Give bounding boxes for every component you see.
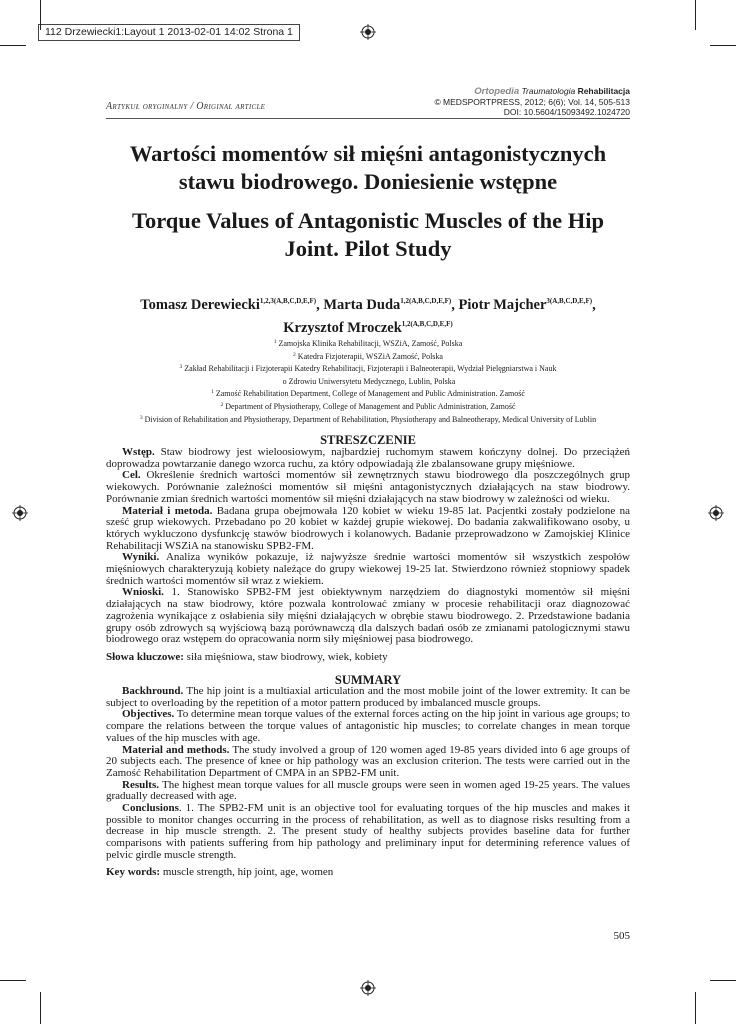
keywords-label: Key words: [106,866,161,878]
abstract-paragraph [106,587,630,646]
author-separator: , [451,297,459,313]
crop-mark-bottom-right-h [710,980,736,981]
registration-mark-bottom-icon [360,980,376,996]
affiliation-line [80,413,656,426]
journal-name-rehabilitacja: Rehabilitacja [577,86,630,96]
title-english [106,207,630,263]
registration-mark-right-icon [708,505,724,521]
affiliation-sup: 2 [220,401,224,408]
affiliation-sup: 2 [293,351,296,358]
author-separator: , [592,297,596,313]
keywords-english [106,866,630,878]
title-polish-line-1: Wartości momentów sił mięśni antagonistycznych [129,141,607,166]
paragraph-label: Wnioski. [122,586,164,599]
crop-mark-top-right-h [710,45,736,46]
paragraph-text: Określenie średnich wartości momentów sił zewnętrznych stawu biodrowego dla poszczególnych grup wiekowych. Porównanie zależności momentów sił mięśni antagonistycznych działających na staw biodrowy. Porównanie zmian średnich wartości momentów sił mięśni działających na staw biodrowy w zależności od wieku. [106,469,631,505]
affiliation-text: Zamość Rehabilitation Department, College of Management and Public Administration. Zamość [215,389,525,399]
affiliations [80,337,656,425]
abstract-paragraph [106,552,630,587]
abstract-paragraph [106,506,630,553]
paragraph-text: Badana grupa obejmowała 120 kobiet w wieku 19-85 lat. Pacjentki zostały podzielone na sześć grup wiekowych. Przebadano po 20 kobiet w każdej grupie wiekowej. Do badania zakwalifikowano osoby, u których wykluczono dysfunkcję stawów biodrowych i kolanowych. Badanie przeprowadzono w Zamojskiej Klinice Rehabilitacji WSZiA na stanowisku SPB2-FM. [106,504,631,552]
author-separator: , [316,297,324,313]
paragraph-text: The hip joint is a multiaxial articulation and the most mobile joint of the lower extremity. It can be subject to overloading by the repetition of a motor pattern produced by imbalanced muscle groups. [106,685,630,709]
paragraph-text: Staw biodrowy jest wieloosiowym, najbardziej ruchomym stawem kończyny dolnej. Do przeciążeń doprowadza powtarzanie danego wzorca ruchu, za który odpowiadają źle zbalansowane grupy mięśniowe. [106,446,630,470]
crop-mark-top-left-h [0,45,26,46]
paragraph-text: Analiza wyników pokazuje, iż najwyższe średnie wartości momentów sił wszystkich zespołów mięśniowych charakteryzują kobiety należące do grupy wiekowej 19-25 lat. Stwierdzono również stopniowy spadek średnich wartości momentów sił wraz z wiekiem. [106,551,630,587]
author-name: Piotr Majcher [458,297,547,313]
paragraph-label: Cel. [122,469,141,482]
authors [106,292,630,338]
paragraph-label: Wstęp. [122,446,155,458]
paragraph-label: Conclusions [122,802,179,815]
paragraph-text: 1. Stanowisko SPB2-FM jest obiektywnym narzędziem do diagnostyki momentów sił mięśni działających na staw biodrowy, które pozwala kontrolować zmiany w procesie rehabilitacji oraz diagnozować zagrożenia wynikające z osłabienia siły mięśni działających w obrębie stawu biodrowego. 2. Przedstawione badania grupy osób zdrowych są wyjściową bazą porównawczą dla dalszych badań osób ze zmianami patologicznymi stawu biodrowego oraz wstępem do opracowania norm siły mięśniowej pasa biodrowego. [106,586,630,646]
affiliation-sup: 3 [179,364,183,371]
author-name: Marta Duda [323,297,401,313]
keywords-text: siła mięśniowa, staw biodrowy, wiek, kobiety [186,651,388,663]
affiliation-line [80,337,656,350]
abstract-paragraph [106,803,630,862]
crop-mark-bottom-left-v [40,992,41,1024]
affiliation-line [80,350,656,363]
affiliation-text: Zakład Rehabilitacji i Fizjoterapii Katedry Rehabilitacji, Fizjoterapii i Balneoterapii, Wydział Pielęgniarstwa i Nauk [184,364,557,374]
journal-name-ortopedia: Ortopedia [474,86,520,97]
title-english-line-2: Joint. Pilot Study [284,236,452,261]
journal-doi: DOI: 10.5604/15093492.1024720 [503,107,630,117]
author-affiliation-sup: 1,2,3(A,B,C,D,E,F) [259,297,317,305]
author-name: Krzysztof Mroczek [283,320,402,336]
affiliation-text: Zamojska Klinika Rehabilitacji, WSZiA, Zamość, Polska [278,339,463,348]
affiliation-line [80,375,656,388]
journal-copyright: © MEDSPORTPRESS, 2012; 6(6); Vol. 14, 505-513 [434,97,630,107]
header-rule [106,118,630,119]
paragraph-text: The study involved a group of 120 women aged 19-85 years divided into 6 age groups of 20 subjects each. The presence of knee or hip pathology was an exclusion criterion. The tests were carried out in the Zamość Rehabilitation Department of CMPA in an SPB2-FM unit. [106,743,630,779]
abstract-paragraph [106,780,630,803]
abstract-paragraph [106,447,630,470]
keywords-polish [106,651,630,663]
affiliation-line [80,387,656,400]
print-slug: 112 Drzewiecki1:Layout 1 2013-02-01 14:02 Strona 1 [38,24,300,41]
paragraph-label: Wyniki. [122,551,160,564]
streszczenie-body [106,447,630,646]
paragraph-text: To determine mean torque values of the external forces acting on the hip joint in various age groups; to compare the relations between the torque values of antagonistic hip muscles; to correlate changes in mean torque values of the hip muscles with age. [106,708,630,744]
registration-mark-left-icon [12,505,28,521]
title-english-line-1: Torque Values of Antagonistic Muscles of the Hip [132,208,604,233]
journal-name-traumatologia: Traumatologia [521,86,576,96]
abstract-paragraph [106,709,630,744]
affiliation-sup: 1 [273,339,277,345]
affiliation-sup: 3 [139,414,143,421]
affiliation-text: o Zdrowiu Uniwersytetu Medycznego, Lublin, Polska [282,376,456,386]
paragraph-label: Results. [122,778,159,791]
streszczenie-heading: STRESZCZENIE [320,433,416,447]
paragraph-label: Objectives. [122,708,175,721]
author-name: Tomasz Derewiecki [140,297,260,313]
summary-heading: SUMMARY [334,673,402,687]
affiliation-text: Katedra Fizjoterapii, WSZiA Zamość, Polska [297,351,443,361]
title-polish [106,140,630,196]
author-affiliation-sup: 3(A,B,C,D,E,F) [546,297,593,305]
keywords-text: muscle strength, hip joint, age, women [162,866,334,878]
author-affiliation-sup: 1,2(A,B,C,D,E,F) [400,297,452,305]
paragraph-text: The highest mean torque values for all muscle groups were seen in women aged 19-25 years. The values gradually decreased with age. [106,778,630,803]
crop-mark-top-right-v [695,0,696,30]
keywords-label: Słowa kluczowe: [106,651,184,663]
author-affiliation-sup: 1,2(A,B,C,D,E,F) [401,320,453,328]
registration-mark-top-icon [360,24,376,40]
affiliation-text: Division of Rehabilitation and Physiotherapy, Department of Rehabilitation, Physiotherapy and Balneotherapy, Medical University of Lublin [144,414,597,424]
paragraph-label: Material and methods. [122,743,230,756]
crop-mark-bottom-right-v [695,992,696,1024]
summary-body [106,686,630,862]
paragraph-label: Backhround. [122,685,184,697]
crop-mark-top-left-v [40,0,41,30]
affiliation-sup: 1 [211,389,214,396]
article-type: Artykuł oryginalny / Original article [106,101,266,112]
abstract-paragraph [106,686,630,709]
title-polish-line-2: stawu biodrowego. Doniesienie wstępne [178,169,558,194]
paragraph-text: . 1. The SPB2-FM unit is an objective tool for evaluating torques of the hip muscles and makes it possible to monitor changes occurring in the process of rehabilitation, as well as to diagnose risks resulting from a decrease in hip muscle strength. 2. The present study of healthy subjects provides baseline data for further comparisons with patients suffering from hip pathology and preliminary input for determining reference values of pelvic girdle muscle strength. [106,802,630,861]
journal-header [434,86,630,117]
affiliation-line [80,400,656,413]
page-number: 505 [613,930,630,942]
abstract-paragraph [106,470,630,505]
journal-name [434,86,630,97]
crop-mark-bottom-left-h [0,980,26,981]
affiliation-line [80,362,656,375]
affiliation-text: Department of Physiotherapy, College of Management and Public Administration, Zamość [225,401,516,411]
abstract-paragraph [106,745,630,780]
paragraph-label: Materiał i metoda. [122,504,213,517]
